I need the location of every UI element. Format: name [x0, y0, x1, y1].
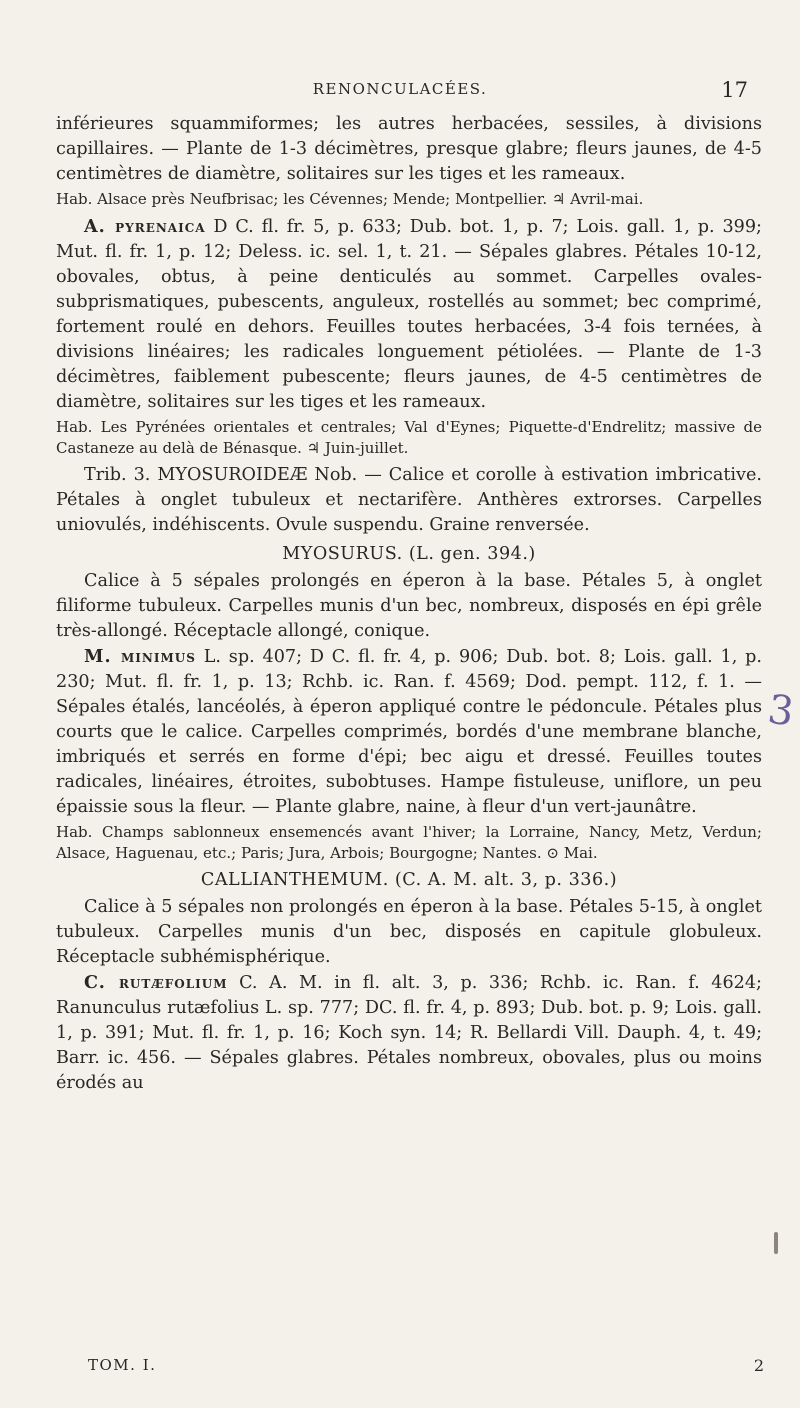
genus-heading: [56, 542, 762, 567]
paragraph-text: Hab. Champs sablonneux ensemencés avant l'hiver; la Lorraine, Nancy, Metz, Verdun; Alsace, Haguenau, etc.; Paris; Jura, Arbois; Bourgogne; Nantes. ⊙ Mai.: [56, 823, 762, 862]
running-head: RENONCULACÉES.: [312, 80, 488, 98]
paragraph-text: Hab. Les Pyrénées orientales et centrales; Val d'Eynes; Piquette-d'Endrelitz; massive de Castaneze au delà de Bénasque. ♃ Juin-juillet.: [56, 418, 762, 457]
paragraph-text: L. sp. 407; D C. fl. fr. 4, p. 906; Dub. bot. 8; Lois. gall. 1, p. 230; Mut. fl. fr. 1, p. 13; Rchb. ic. Ran. f. 4569; Dod. pempt. 112, f. 1. — Sépales étalés, lancéolés, à éperon appliqué contre le pédoncule. Pétales plus courts que le calice. Carpelles comprimés, bordés d'une membrane blanche, imbriqués et serrés en forme d'épi; bec aigu et dressé. Feuilles toutes radicales, linéaires, étroites, subobtuses. Hampe fistuleuse, uniflore, un peu épaissie sous la fleur. — Plante glabre, naine, à fleur d'un vert-jaunâtre.: [56, 647, 762, 817]
paragraph-text: MYOSURUS. (L. gen. 394.): [282, 544, 536, 564]
paragraph: [56, 214, 762, 415]
page-number: 17: [721, 78, 748, 102]
margin-annotation: 3: [764, 686, 797, 736]
paragraph: [56, 569, 762, 644]
habitat-note: [56, 189, 762, 210]
paragraph-text: CALLIANTHEMUM. (C. A. M. alt. 3, p. 336.): [200, 870, 618, 890]
paper-blemish: [774, 1232, 778, 1254]
paragraph-text: C. A. M. in fl. alt. 3, p. 336; Rchb. ic. Ran. f. 4624; Ranunculus rutæfolius L. sp. 777; DC. fl. fr. 4, p. 893; Dub. bot. p. 9; Lois. gall. 1, p. 391; Mut. fl. fr. 1, p. 16; Koch syn. 14; R. Bellardi Vill. Dauph. 4, t. 49; Barr. ic. 456. — Sépales glabres. Pétales nombreux, obovales, plus ou moins érodés au: [56, 973, 762, 1093]
page-header: [0, 80, 800, 106]
paragraph: [56, 112, 762, 187]
paragraph-text: inférieures squammiformes; les autres herbacées, sessiles, à divisions capillaires. — Plante de 1-3 décimètres, presque glabre; fleurs jaunes, de 4-5 centimètres de diamètre, solitaires sur les tiges et les rameaux.: [56, 114, 762, 184]
paragraph: [56, 463, 762, 538]
paragraph-text: Calice à 5 sépales prolongés en éperon à la base. Pétales 5, à onglet filiforme tubuleux. Carpelles munis d'un bec, nombreux, disposés en épi grêle très-allongé. Réceptacle allongé, conique.: [56, 571, 762, 641]
paragraph: [56, 970, 762, 1096]
paragraph: [56, 895, 762, 970]
species-name: A. pyrenaica: [84, 216, 206, 237]
page-footer: [88, 1356, 764, 1382]
habitat-note: [56, 417, 762, 459]
species-name: C. rutæfolium: [84, 972, 228, 993]
genus-heading: [56, 868, 762, 893]
signature-mark: 2: [753, 1356, 764, 1375]
paragraph-text: D C. fl. fr. 5, p. 633; Dub. bot. 1, p. 7; Lois. gall. 1, p. 399; Mut. fl. fr. 1, p. 12; Deless. ic. sel. 1, t. 21. — Sépales glabres. Pétales 10-12, obovales, obtus, à peine denticulés au sommet. Carpelles ovales-subprismatiques, pubescents, anguleux, rostellés au sommet; bec comprimé, fortement roulé en dehors. Feuilles toutes herbacées, 3-4 fois ternées, à divisions linéaires; les radicales longuement pétiolées. — Plante de 1-3 décimètres, faiblement pubescente; fleurs jaunes, de 4-5 centimètres de diamètre, solitaires sur les tiges et les rameaux.: [56, 217, 762, 412]
habitat-note: [56, 822, 762, 864]
volume-mark: TOM. I.: [88, 1356, 157, 1374]
species-name: M. minimus: [84, 646, 196, 667]
paragraph: [56, 644, 762, 820]
paragraph-text: Trib. 3. MYOSUROIDEÆ Nob. — Calice et corolle à estivation imbricative. Pétales à onglet tubuleux et nectarifère. Anthères extrorses. Carpelles uniovulés, indéhiscents. Ovule suspendu. Graine renversée.: [56, 465, 762, 535]
page-body: [56, 112, 762, 1096]
paragraph-text: Hab. Alsace près Neufbrisac; les Cévennes; Mende; Montpellier. ♃ Avril-mai.: [56, 190, 644, 208]
paragraph-text: Calice à 5 sépales non prolongés en éperon à la base. Pétales 5-15, à onglet tubuleux. Carpelles munis d'un bec, disposés en capitule globuleux. Réceptacle subhémisphérique.: [56, 897, 762, 967]
